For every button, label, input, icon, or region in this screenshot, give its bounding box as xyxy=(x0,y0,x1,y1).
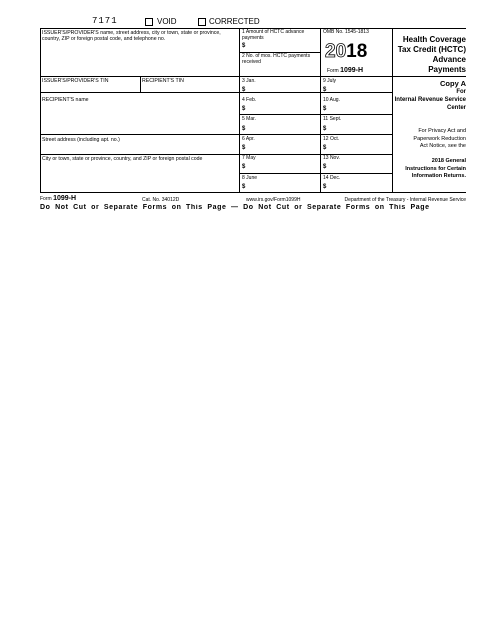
box6-dollar: $ xyxy=(242,145,246,151)
recipient-tin-label: RECIPIENT'S TIN xyxy=(142,78,184,84)
issuer-label: ISSUER'S/PROVIDER'S name, street address, city or town, state or province, country, ZIP or foreign postal code, and telephone no. xyxy=(42,30,221,42)
copy-label: Copy A xyxy=(440,79,466,88)
box1-label: 1 Amount of HCTC advance payments xyxy=(242,29,305,41)
footer-form-id xyxy=(40,195,76,202)
street-label: Street address (including apt. no.) xyxy=(42,137,120,143)
box4-label: 4 Feb. xyxy=(242,97,257,103)
box12-label: 12 Oct. xyxy=(323,136,340,142)
form-id xyxy=(327,67,363,74)
tax-year xyxy=(325,42,367,62)
tax-year-bold: 18 xyxy=(346,41,368,62)
box5-dollar: $ xyxy=(242,126,246,132)
general-instructions: 2018 General Instructions for Certain Information Returns. xyxy=(405,158,466,179)
tax-year-outline: 20 xyxy=(325,41,347,62)
cat-no: Cat. No. 34012D xyxy=(142,197,180,203)
do-not-cut-warning: Do Not Cut or Separate Forms on This Page — Do Not Cut or Separate Forms on This Page xyxy=(40,204,430,211)
box7-dollar: $ xyxy=(242,164,246,170)
irs-center: Internal Revenue Service Center xyxy=(394,97,466,111)
box13-dollar: $ xyxy=(323,164,327,170)
privacy-notice: For Privacy Act and Paperwork Reduction Act Notice, see the xyxy=(413,128,466,149)
box12-dollar: $ xyxy=(323,145,327,151)
recipient-name-label: RECIPIENT'S name xyxy=(42,97,89,103)
box9-dollar: $ xyxy=(323,87,327,93)
footer-url: www.irs.gov/Form1099H xyxy=(246,197,301,203)
footer-form-prefix: Form xyxy=(40,196,52,202)
box3-label: 3 Jan. xyxy=(242,78,256,84)
box2-label: 2 No. of mos. HCTC payments received xyxy=(242,53,311,65)
footer-form-name: 1099-H xyxy=(53,195,77,202)
box8-dollar: $ xyxy=(242,184,246,190)
corrected-label: CORRECTED xyxy=(209,17,260,26)
form-code: 7171 xyxy=(92,16,118,26)
issuer-tin-label: ISSUER'S/PROVIDER'S TIN xyxy=(42,78,109,84)
box6-label: 6 Apr. xyxy=(242,136,255,142)
box9-label: 9 July xyxy=(323,78,337,84)
box11-dollar: $ xyxy=(323,126,327,132)
box10-label: 10 Aug. xyxy=(323,97,340,103)
box7-label: 7 May xyxy=(242,155,256,161)
box3-dollar: $ xyxy=(242,87,246,93)
form-prefix: Form xyxy=(327,68,339,74)
box10-dollar: $ xyxy=(323,106,327,112)
box14-label: 14 Dec. xyxy=(323,175,341,181)
box13-label: 13 Nov. xyxy=(323,155,340,161)
void-label: VOID xyxy=(157,17,177,26)
city-label: City or town, state or province, country, and ZIP or foreign postal code xyxy=(42,156,203,162)
box8-label: 8 June xyxy=(242,175,258,181)
box5-label: 5 Mar. xyxy=(242,116,256,122)
for-label: For xyxy=(456,89,466,95)
box1-dollar: $ xyxy=(242,43,246,49)
box14-dollar: $ xyxy=(323,184,327,190)
form-title: Health Coverage Tax Credit (HCTC) Advance Payments xyxy=(397,35,466,74)
form-name: 1099-H xyxy=(340,67,364,74)
corrected-checkbox[interactable] xyxy=(198,18,206,26)
box4-dollar: $ xyxy=(242,106,246,112)
department: Department of the Treasury - Internal Revenue Service xyxy=(344,197,466,203)
box11-label: 11 Sept. xyxy=(323,116,342,122)
omb-number: OMB No. 1545-1813 xyxy=(323,29,369,35)
void-checkbox[interactable] xyxy=(145,18,153,26)
